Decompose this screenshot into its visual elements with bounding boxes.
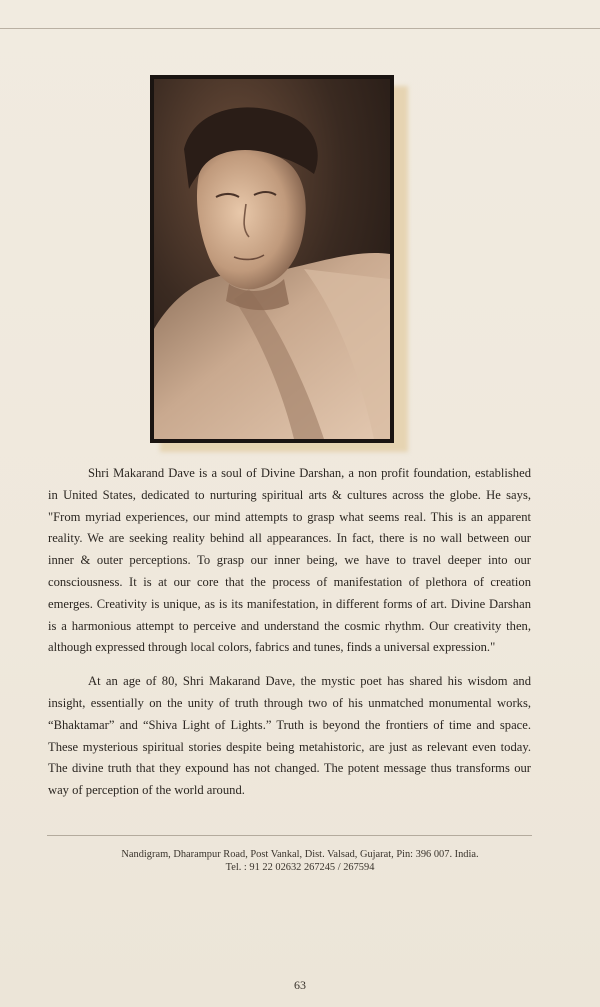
- paragraph-1: Shri Makarand Dave is a soul of Divine Darshan, a non profit foundation, established in United States, dedicated to nurturing spiritual arts & cultures across the globe. He says, "From myriad experiences, our mind attempts to grasp what seems real. This is an apparent reality. We are seeking reality behind all appearances. In fact, there is no wall between our inner & outer perceptions. To grasp our inner being, we have to travel deeper into our consciousness. It is at our core that the process of manifestation of plethora of creation emerges. Creativity is unique, as is its manifestation, in different forms of art. Divine Darshan is a harmonious attempt to perceive and understand the cosmic rhythm. Our creativity then, although expressed through local colors, fabrics and tunes, finds a universal expression.": [48, 466, 531, 655]
- portrait-photo: [150, 75, 394, 443]
- address-line: Nandigram, Dharampur Road, Post Vankal, Dist. Valsad, Gujarat, Pin: 396 007. India.: [121, 849, 479, 860]
- page-number: 63: [294, 978, 306, 992]
- bottom-divider: [47, 835, 532, 836]
- phone-line: Tel. : 91 22 02632 267245 / 267594: [225, 862, 375, 873]
- address-block: [40, 848, 560, 874]
- body-text: [48, 463, 531, 802]
- top-divider: [0, 28, 600, 29]
- paragraph-2: At an age of 80, Shri Makarand Dave, the mystic poet has shared his wisdom and insight, essentially on the unity of truth through two of his unmatched monumental works, “Bhaktamar” and “Shiva Light of Lights.” Truth is beyond the frontiers of time and space. These mysterious spiritual stories despite being metahistoric, are just as relevant even today. The divine truth that they expound has not changed. The potent message thus transforms our way of perception of the world around.: [48, 674, 531, 798]
- portrait-image: [154, 79, 390, 439]
